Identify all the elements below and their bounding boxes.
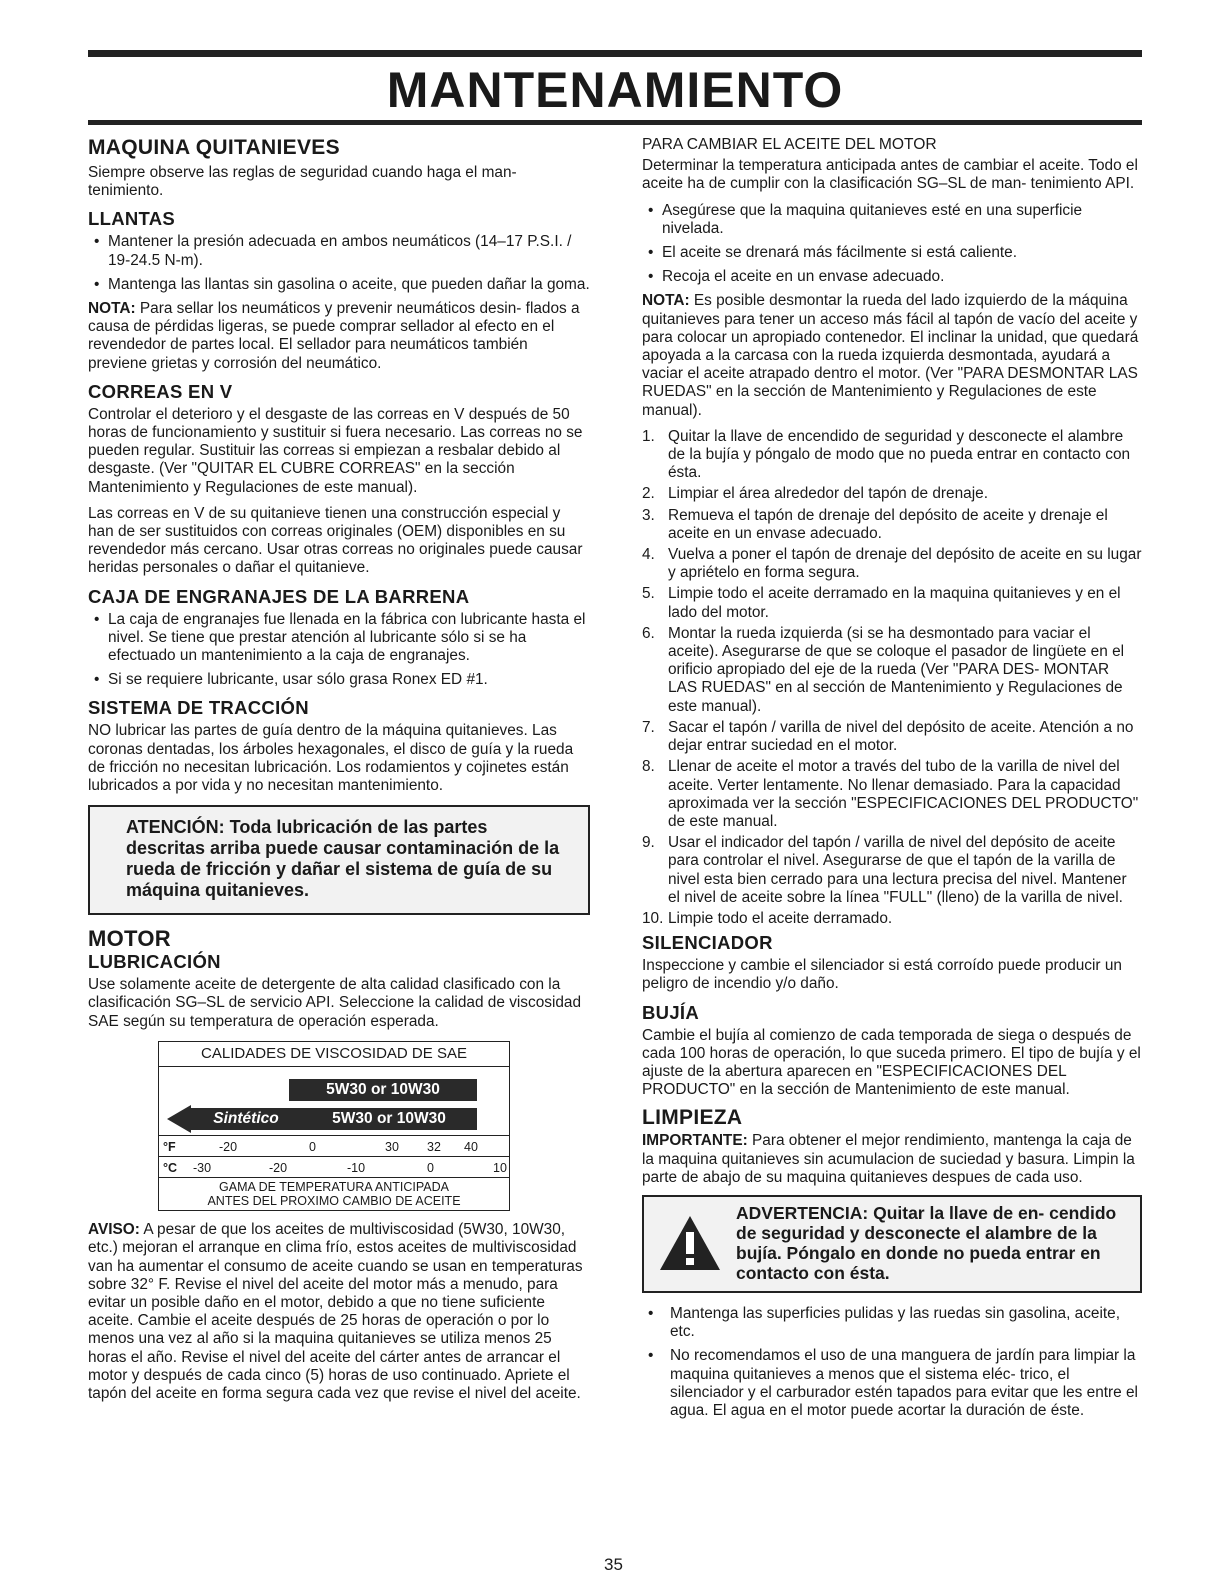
motor-p1: Use solamente aceite de detergente de alta calidad clasificado con la clasificación SG–SL de servicio API. Seleccione la calidad de viscosidad SAE según su temperatura de operación esperada. — [88, 976, 582, 1030]
viscosity-footer-line-1: GAMA DE TEMPERATURA ANTICIPADA — [219, 1180, 449, 1195]
c-tick: 10 — [493, 1161, 507, 1176]
step-text: Vuelva a poner el tapón de drenaje del depósito de aceite en su lugar y apriételo en forma segura. — [668, 546, 1142, 582]
llantas-nota — [88, 300, 590, 373]
advertencia-box — [642, 1195, 1142, 1293]
heading-llantas: LLANTAS — [88, 208, 176, 230]
step-item — [642, 719, 1142, 755]
list-item: • Recoja el aceite en un envase adecuado. — [642, 268, 1142, 286]
oil-change-steps — [642, 428, 1142, 928]
f-tick: 32 — [427, 1140, 441, 1155]
silenciador-p1: Inspeccione y cambie el silenciador si está corroído puede producir un peligro de incendio y/o daño. — [642, 957, 1122, 993]
correas-p2: Las correas en V de su quitanieve tienen una construcción especial y han de ser sustituidos con correas originales (OEM) disponibles en su revendedor más cercano. Usar otras correas no originales puede causar heridas personales o dañar el quitanieve. — [88, 504, 583, 577]
limpieza-list — [642, 1305, 1142, 1420]
nota-label: NOTA: — [642, 292, 690, 310]
heading-cambiar-aceite: PARA CAMBIAR EL ACEITE DEL MOTOR — [642, 136, 937, 153]
viscosity-table — [158, 1041, 510, 1211]
step-number: 9. — [642, 834, 655, 852]
viscosity-band-1: 5W30 or 10W30 — [289, 1079, 477, 1101]
step-item — [642, 507, 1142, 543]
list-item: • La caja de engranajes fue llenada en la fábrica con lubricante hasta el nivel. Se tiene que prestar atención al lubricante sólo si se ha efectuado un mantenimiento a la caja de engranajes. — [88, 611, 590, 666]
nota-text: Para sellar los neumáticos y prevenir neumáticos desin- flados a causa de pérdidas ligeras, se puede comprar sellador al efecto en el revendedor de partes local. El sellador para neumáticos también previene grietas y corrosión del neumático. — [88, 300, 580, 372]
heading-bujia: BUJÍA — [642, 1001, 700, 1023]
maquina-intro: Siempre observe las reglas de seguridad cuando haga el man- tenimiento. — [88, 164, 517, 200]
warning-icon — [658, 1214, 722, 1272]
celsius-scale — [159, 1157, 509, 1177]
llantas-list — [88, 233, 590, 294]
band-2-grade: 5W30 or 10W30 — [332, 1110, 446, 1128]
step-text: Llenar de aceite el motor a través del tubo de la varilla de nivel del aceite. Verter lentamente. No llenar demasiado. Para la capacidad aproximada ver la sección "ESPECIFICACIONES DEL PRODUCTO" de este manual. — [668, 758, 1139, 830]
viscosity-footer — [159, 1177, 509, 1210]
step-number: 4. — [642, 546, 655, 564]
c-tick: -10 — [347, 1161, 366, 1176]
step-item — [642, 485, 1142, 503]
step-number: 8. — [642, 758, 655, 776]
atencion-box: ATENCIÓN: Toda lubricación de las partes descritas arriba puede causar contaminación de la rueda de fricción y dañar el sistema de guía de su máquina quitanieves. — [88, 805, 590, 915]
cambiar-list — [642, 202, 1142, 287]
heading-lubricacion: LUBRICACIÓN — [88, 951, 221, 973]
page-number: 35 — [604, 1555, 623, 1574]
step-number: 2. — [642, 485, 655, 503]
page-title: MANTENAMIENTO — [386, 62, 844, 118]
nota-text: Es posible desmontar la rueda del lado izquierdo de la máquina quitanieves para tener un acceso más fácil al tapón de vacío del aceite y para colocar un apropiado contenedor. El inclinar la unidad, que quedará apoyada a la carcasa con la rueda izquierda desmontada, ayudará a vaciar el aceite atrapado dentro el motor. (Ver "PARA DESMONTAR LAS RUEDAS" en la sección de Mantenimiento y Regulaciones de este manual). — [642, 292, 1139, 419]
advertencia-text: ADVERTENCIA: Quitar la llave de en- cendido de seguridad y desconecte el alambre de la bujía. Póngalo en donde no pueda entrar en contacto con ésta. — [736, 1202, 1117, 1283]
step-item — [642, 910, 1142, 928]
list-item: • Asegúrese que la maquina quitanieves esté en una superficie nivelada. — [642, 202, 1142, 238]
step-item — [642, 758, 1142, 831]
left-column — [88, 136, 590, 1411]
viscosity-header: CALIDADES DE VISCOSIDAD DE SAE — [159, 1042, 509, 1067]
step-text: Sacar el tapón / varilla de nivel del depósito de aceite. Atención a no dejar entrar suciedad en el motor. — [668, 718, 1134, 755]
nota-label: NOTA: — [88, 300, 136, 318]
list-item: • Mantenga las superficies pulidas y las ruedas sin gasolina, aceite, etc. — [642, 1305, 1142, 1341]
top-rule — [88, 50, 1142, 57]
step-item — [642, 625, 1142, 716]
c-tick: -20 — [269, 1161, 288, 1176]
step-item — [642, 834, 1142, 907]
caja-list — [88, 611, 590, 690]
c-label: °C — [163, 1161, 178, 1176]
aviso-text: A pesar de que los aceites de multiviscosidad (5W30, 10W30, etc.) mejoran el arranque en clima frío, estos aceites de multiviscosidad van ha aumentar el consumo de aceite cuando se usan en temperaturas sobre 32° F. Revise el nivel del aceite del motor más a menudo, para evitar un posible daño en el motor, debido a que no tiene suficiente aceite. Cambie el aceite después de 25 horas de operación o por lo menos una vez al año si la maquina quitanieves se utiliza menos 25 horas el año. Revise el nivel del aceite del cárter antes de arrancar el motor y después de cada cinco (5) horas de uso continuado. Apriete el tapón del aceite en forma segura cada vez que revise el nivel del aceite. — [88, 1221, 583, 1402]
step-item — [642, 428, 1142, 483]
f-label: °F — [163, 1140, 176, 1155]
arrow-left-icon — [167, 1105, 191, 1133]
heading-limpieza: LIMPIEZA — [642, 1106, 743, 1130]
heading-maquina: MAQUINA QUITANIEVES — [88, 136, 340, 159]
heading-correas: CORREAS EN V — [88, 380, 233, 402]
heading-silenciador: SILENCIADOR — [642, 932, 773, 954]
synthetic-label: Sintético — [213, 1110, 279, 1128]
correas-p1: Controlar el deterioro y el desgaste de las correas en V después de 50 horas de funcionamiento y sustituir si fuera necesario. Las correas no se pueden regular. Sustituir las correas si empiezan a resbalar debido al desgaste. (Ver "QUITAR EL CUBRE CORREAS" en la sección Mantenimiento y Regulaciones de este manual). — [88, 405, 583, 496]
importante-label: IMPORTANTE: — [642, 1132, 748, 1150]
cambiar-p1: Determinar la temperatura anticipada antes de cambiar el aceite. Todo el aceite ha de cumplir con la clasificación SG–SL de man- tenimiento API. — [642, 157, 1138, 193]
viscosity-band-2 — [191, 1108, 477, 1130]
step-number: 10. — [642, 909, 664, 927]
aviso-label: AVISO: — [88, 1221, 140, 1239]
step-number: 1. — [642, 427, 655, 445]
heading-motor: MOTOR — [88, 926, 171, 952]
viscosity-footer-line-2: ANTES DEL PROXIMO CAMBIO DE ACEITE — [207, 1194, 461, 1209]
list-item: • Mantenga las llantas sin gasolina o aceite, que pueden dañar la goma. — [88, 276, 590, 294]
aviso-paragraph — [88, 1221, 590, 1403]
step-item — [642, 546, 1142, 582]
limpieza-importante — [642, 1132, 1142, 1187]
step-number: 3. — [642, 506, 655, 524]
step-text: Usar el indicador del tapón / varilla de nivel del depósito de aceite para controlar el nivel. Asegurarse de que el tapón de la varilla de nivel esta bien cerrado para una lectura precisa del nivel. Mantener el nivel de aceite sobre la línea "FULL" (lleno) de la varilla de nivel. — [668, 834, 1127, 906]
list-item: • Si se requiere lubricante, usar sólo grasa Ronex ED #1. — [88, 671, 590, 689]
heading-caja: CAJA DE ENGRANAJES DE LA BARRENA — [88, 585, 470, 607]
f-tick: 30 — [385, 1140, 399, 1155]
title-rule — [88, 120, 1142, 125]
step-text: Limpie todo el aceite derramado en la maquina quitanieves y en el lado del motor. — [668, 585, 1121, 621]
list-item: • El aceite se drenará más fácilmente si está caliente. — [642, 244, 1142, 262]
step-text: Quitar la llave de encendido de seguridad y desconecte el alambre de la bujía y póngalo de modo que no pueda entrar en contacto con ésta. — [668, 427, 1131, 482]
list-item: • No recomendamos el uso de una manguera de jardín para limpiar la maquina quitanieves a menos que el sistema eléc- trico, el silenciador y el carburador estén tapados para evitar que les entre el agua. El agua en el motor puede acortar la duración de éste. — [642, 1347, 1142, 1420]
list-item: • Mantener la presión adecuada en ambos neumáticos (14–17 P.S.I. / 19-24.5 N-m). — [88, 233, 590, 269]
fahrenheit-scale — [159, 1136, 509, 1157]
viscosity-chart — [159, 1067, 509, 1136]
bujia-p1: Cambie el bujía al comienzo de cada temporada de siega o después de cada 100 horas de operación, lo que suceda primero. El tipo de bujía y el ajuste de la abertura aparecen en "ESPECIFICACIONES DEL PRODUCTO" en la sección de Mantenimiento de este manual. — [642, 1026, 1141, 1099]
c-tick: 0 — [427, 1161, 434, 1176]
sistema-p1: NO lubricar las partes de guía dentro de la máquina quitanieves. Las coronas dentadas, los árboles hexagonales, el disco de guía y la rueda de fricción no necesitan lubricación. Los rodamientos y cojinetes están lubricados a por vida y no necesitan mantenimiento. — [88, 722, 574, 795]
f-tick: 0 — [309, 1140, 316, 1155]
step-number: 5. — [642, 585, 655, 603]
c-tick: -30 — [193, 1161, 212, 1176]
step-text: Remueva el tapón de drenaje del depósito de aceite y drenaje el aceite en un envase adecuado. — [668, 506, 1108, 542]
f-tick: 40 — [464, 1140, 478, 1155]
step-number: 6. — [642, 624, 655, 642]
step-item — [642, 585, 1142, 621]
step-text: Limpie todo el aceite derramado. — [668, 909, 893, 927]
cambiar-nota — [642, 292, 1142, 419]
heading-sistema: SISTEMA DE TRACCIÓN — [88, 697, 309, 719]
f-tick: -20 — [219, 1140, 238, 1155]
right-column — [642, 136, 1142, 1426]
importante-text: Para obtener el mejor rendimiento, mantenga la caja de la maquina quitanieves sin acumulacion de suciedad y basura. Limpin la parte de abajo de su maquina quitanieves despues de cada uso. — [642, 1132, 1135, 1186]
step-number: 7. — [642, 718, 655, 736]
step-text: Limpiar el área alrededor del tapón de drenaje. — [668, 485, 988, 503]
step-text: Montar la rueda izquierda (si se ha desmontado para vaciar el aceite). Asegurarse de que se coloque el pasador de lingüete en el orificio apropiado del eje de la rueda (Ver "PARA DES- MONTAR LAS RUEDAS" en al sección de Mantenimiento y Regulaciones de este manual). — [668, 624, 1125, 715]
